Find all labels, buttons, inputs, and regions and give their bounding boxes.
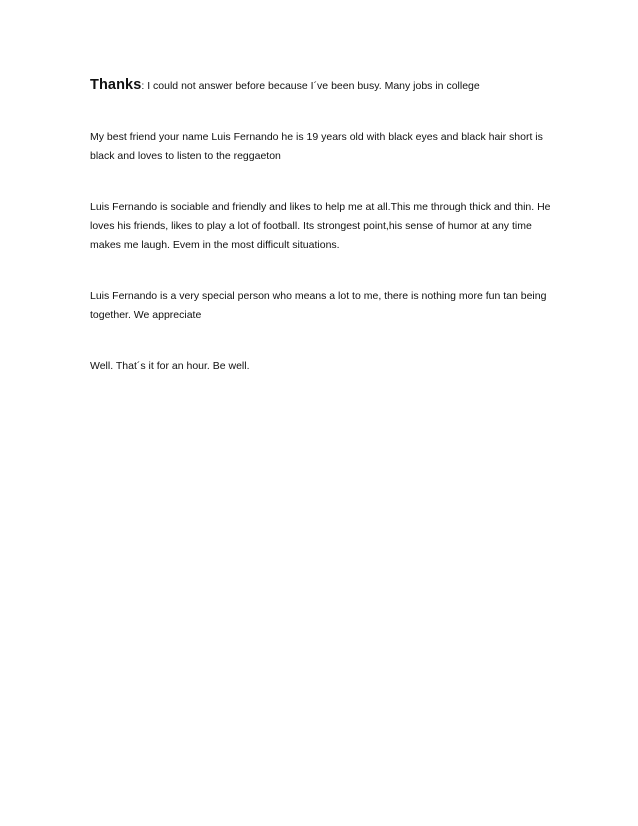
greeting-word: Thanks <box>90 77 142 93</box>
paragraph-best-friend: My best friend your name Luis Fernando he is 19 years old with black eyes and black hair short is black and loves to listen to the reggaeton <box>90 131 543 162</box>
paragraph-special-person: Luis Fernando is a very special person who means a lot to me, there is nothing more fun tan being together. We appreciate <box>90 290 547 321</box>
greeting-text: : I could not answer before because I´ve been busy. Many jobs in college <box>141 80 480 92</box>
paragraph-closing: Well. That´s it for an hour. Be well. <box>90 360 250 372</box>
paragraph-personality: Luis Fernando is sociable and friendly and likes to help me at all.This me through thick and thin. He loves his friends, likes to play a lot of football. Its strongest point,his sense of humor at any time makes me laugh. Evem in the most difficult situations. <box>90 201 551 251</box>
document-body <box>90 76 560 376</box>
greeting-line <box>90 76 560 96</box>
